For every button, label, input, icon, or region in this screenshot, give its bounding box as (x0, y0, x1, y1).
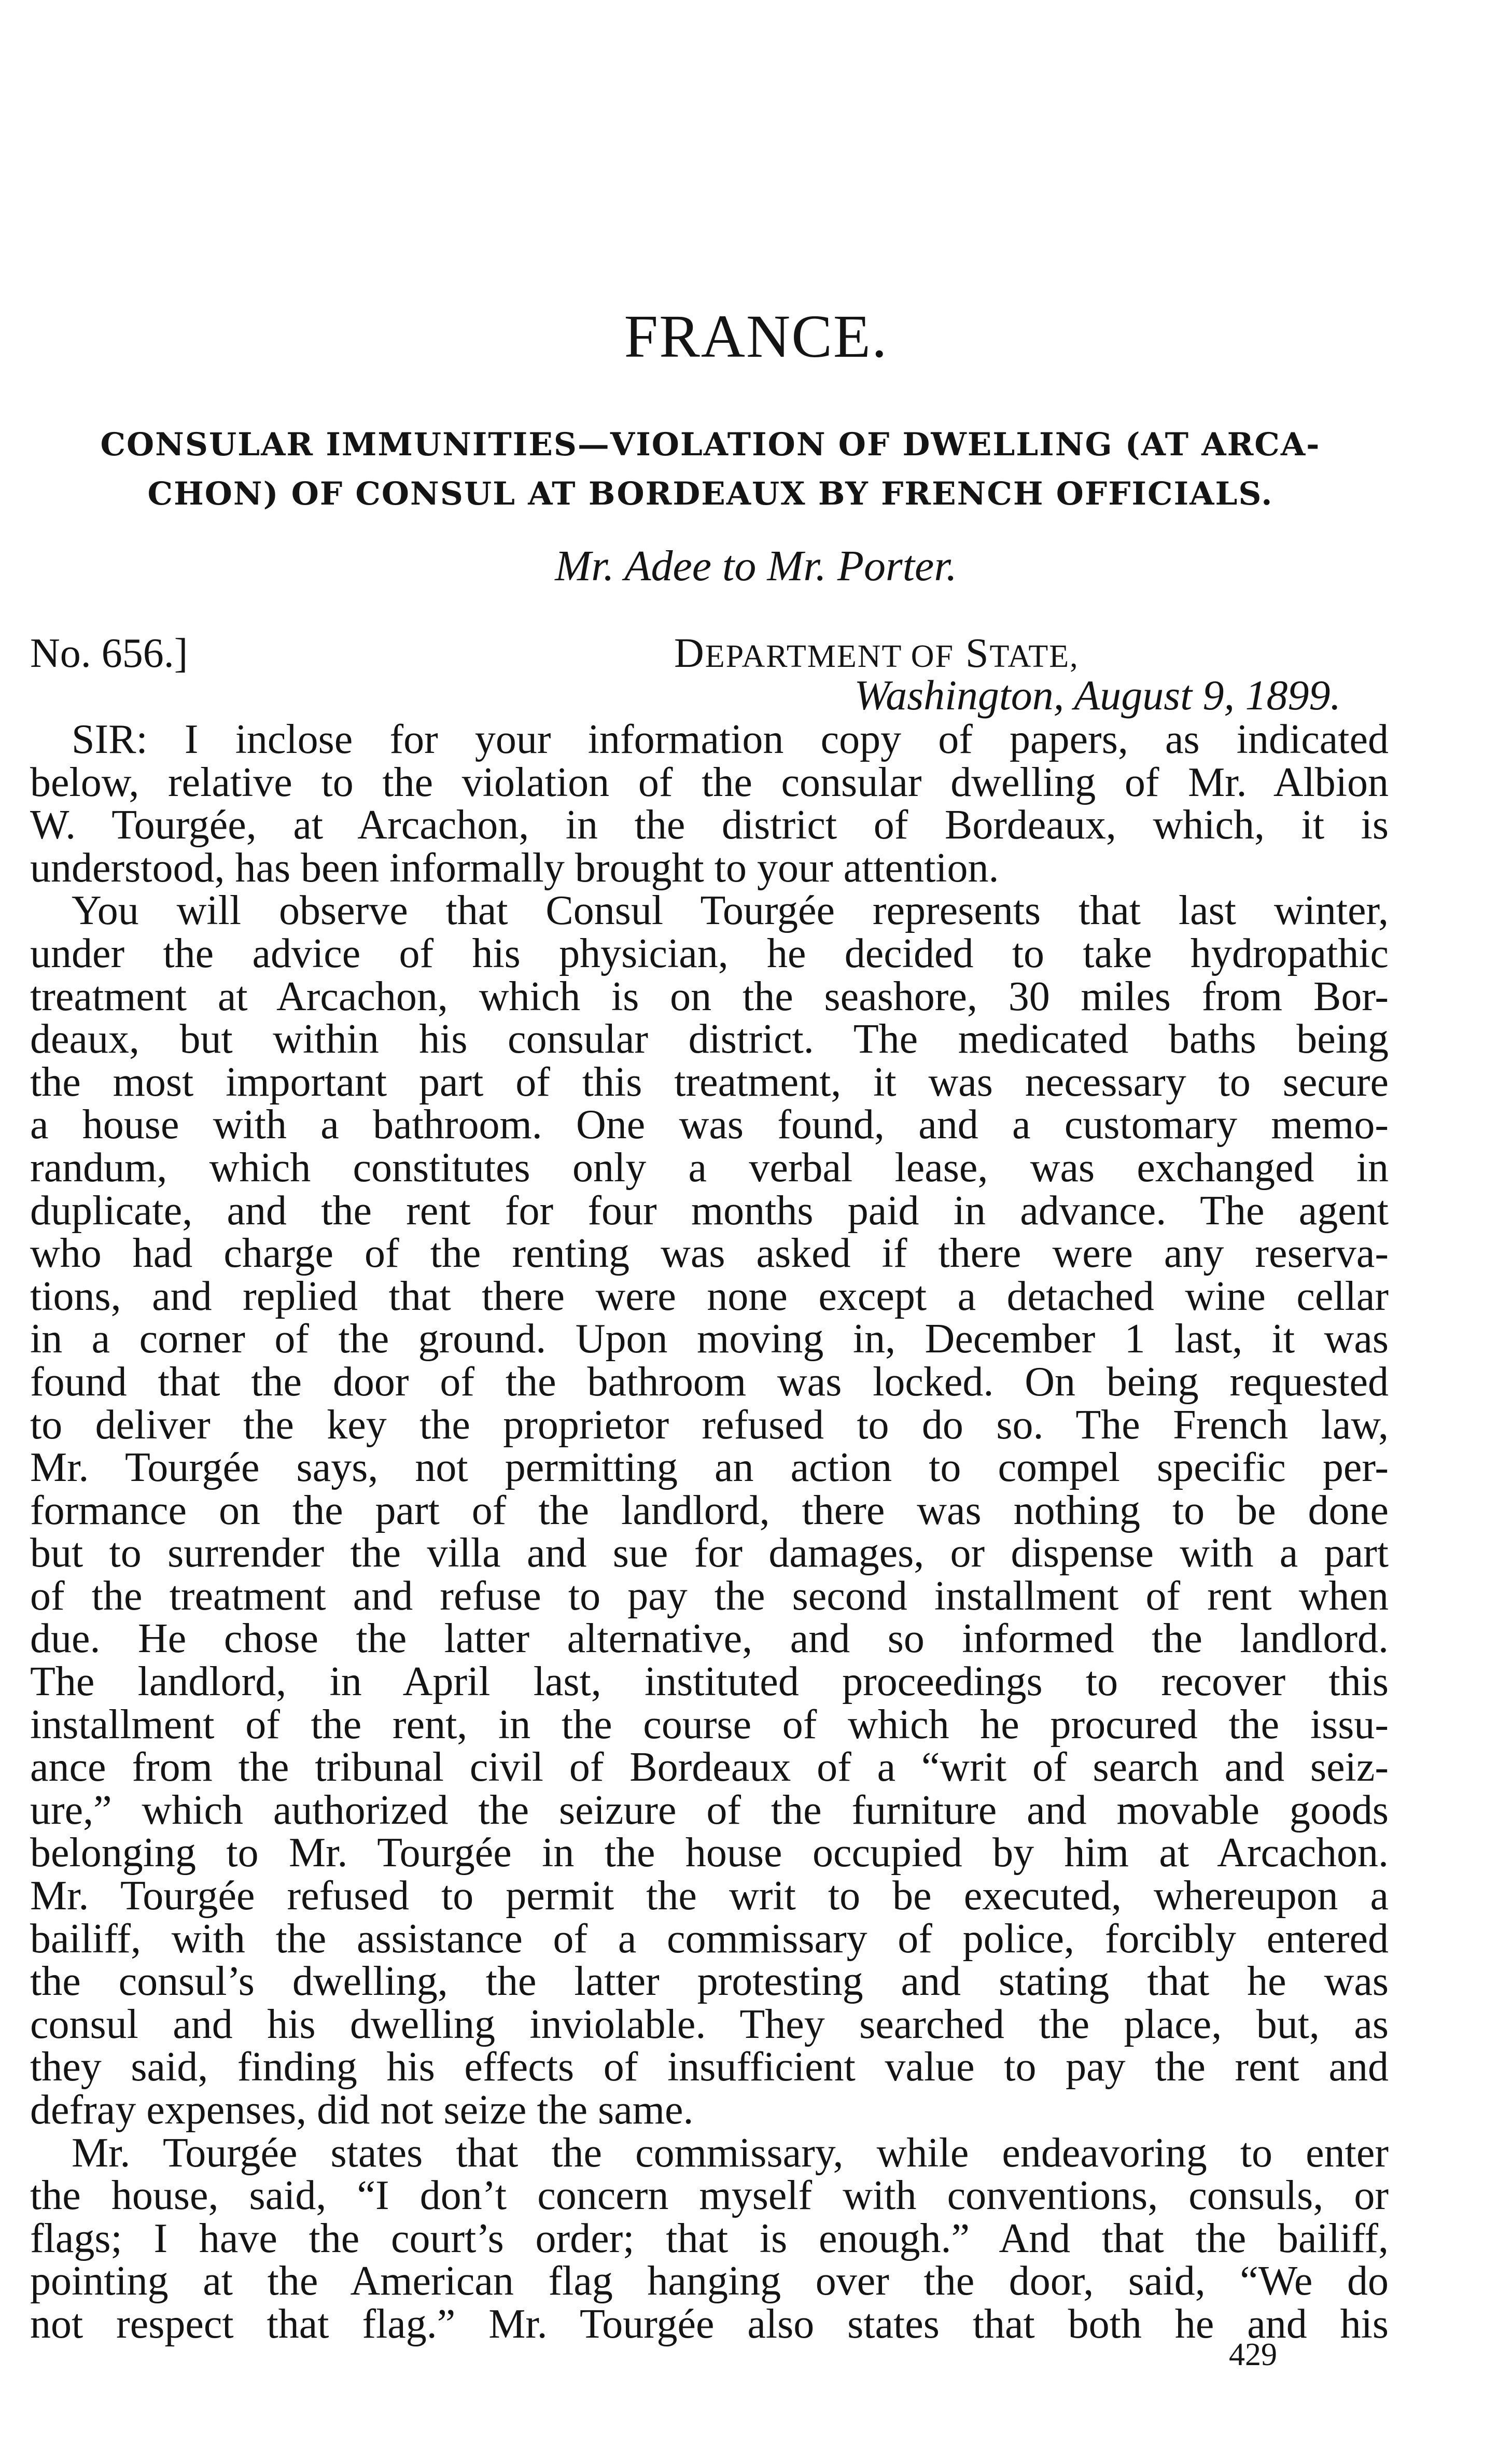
body-line: Mr. Tourgée says, not permitting an action to compel specific per- (30, 1445, 1389, 1491)
body-line: deaux, but within his consular district. The medicated baths being (30, 1016, 1389, 1063)
body-line: formance on the part of the landlord, there was nothing to be done (30, 1487, 1389, 1533)
heading-line: CHON) OF CONSUL AT BORDEAUX BY FRENCH OFFICIALS. (147, 476, 1273, 512)
body-line: who had charge of the renting was asked if there were any reserva- (30, 1231, 1389, 1277)
letter-body (30, 718, 1389, 2346)
body-line: pointing at the American flag hanging over the door, said, “We do (30, 2258, 1389, 2304)
body-line: the consul’s dwelling, the latter protesting and stating that he was (30, 1959, 1389, 2005)
place-date: Washington, August 9, 1899. (854, 672, 1341, 719)
body-line: duplicate, and the rent for four months paid in advance. The agent (30, 1187, 1389, 1234)
body-line: found that the door of the bathroom was locked. On being requested (30, 1359, 1389, 1405)
body-line: ance from the tribunal civil of Bordeaux of a “writ of search and seiz- (30, 1744, 1389, 1791)
correspondence-header: Mr. Adee to Mr. Porter. (555, 542, 957, 590)
state-initial: S (965, 631, 990, 676)
body-line: of the treatment and refuse to pay the second installment of rent when (30, 1573, 1389, 1619)
body-line: Mr. Tourgée states that the commissary, while endeavoring to enter (72, 2130, 1389, 2176)
body-line: installment of the rent, in the course of which he procured the issu- (30, 1701, 1389, 1748)
dept-initial: D (674, 631, 705, 676)
page-title: FRANCE. (624, 302, 888, 370)
body-line: understood, has been informally brought to your attention. (30, 845, 999, 891)
body-line: consul and his dwelling inviolable. They searched the place, but, as (30, 2001, 1389, 2047)
body-line: in a corner of the ground. Upon moving in, December 1 last, it was (30, 1316, 1389, 1362)
body-line: to deliver the key the proprietor refused to do so. The French law, (30, 1402, 1389, 1448)
heading-line: CONSULAR IMMUNITIES—VIOLATION OF DWELLING (AT ARCA- (100, 426, 1321, 463)
body-line: they said, finding his effects of insufficient value to pay the rent and (30, 2044, 1389, 2090)
state-rest: TATE, (989, 639, 1079, 674)
body-line: the house, said, “I don’t concern myself with conventions, consuls, or (30, 2173, 1389, 2219)
body-line: defray expenses, did not seize the same. (30, 2087, 694, 2133)
dept-rest: EPARTMENT OF (705, 639, 955, 674)
body-line: randum, which constitutes only a verbal lease, was exchanged in (30, 1144, 1389, 1191)
body-line: flags; I have the court’s order; that is enough.” And that the bailiff, (30, 2215, 1389, 2261)
body-line: due. He chose the latter alternative, and so informed the landlord. (30, 1616, 1389, 1662)
body-line: SIR: I inclose for your information copy of papers, as indicated (72, 717, 1389, 762)
body-line: below, relative to the violation of the consular dwelling of Mr. Albion (30, 759, 1389, 805)
body-line: Mr. Tourgée refused to permit the writ to be executed, whereupon a (30, 1873, 1389, 1919)
department-line (674, 633, 1079, 674)
dispatch-number: No. 656.] (30, 631, 188, 676)
body-line: belonging to Mr. Tourgée in the house occupied by him at Arcachon. (30, 1830, 1389, 1876)
body-line: W. Tourgée, at Arcachon, in the district of Bordeaux, which, it is (30, 802, 1389, 848)
body-line: tions, and replied that there were none except a detached wine cellar (30, 1273, 1389, 1319)
body-line: The landlord, in April last, instituted proceedings to recover this (30, 1659, 1389, 1705)
section-heading (31, 420, 1390, 519)
body-line: not respect that flag.” Mr. Tourgée also states that both he and his (30, 2301, 1389, 2347)
body-line: the most important part of this treatment, it was necessary to secure (30, 1059, 1389, 1105)
body-line: You will observe that Consul Tourgée represents that last winter, (72, 888, 1389, 934)
body-line: under the advice of his physician, he decided to take hydropathic (30, 930, 1389, 976)
page-number: 429 (1229, 2337, 1277, 2372)
body-line: ure,” which authorized the seizure of the furniture and movable goods (30, 1787, 1389, 1833)
body-line: a house with a bathroom. One was found, and a customary memo- (30, 1102, 1389, 1148)
body-line: bailiff, with the assistance of a commissary of police, forcibly entered (30, 1916, 1389, 1962)
body-line: treatment at Arcachon, which is on the seashore, 30 miles from Bor- (30, 973, 1389, 1019)
body-line: but to surrender the villa and sue for damages, or dispense with a part (30, 1530, 1389, 1576)
